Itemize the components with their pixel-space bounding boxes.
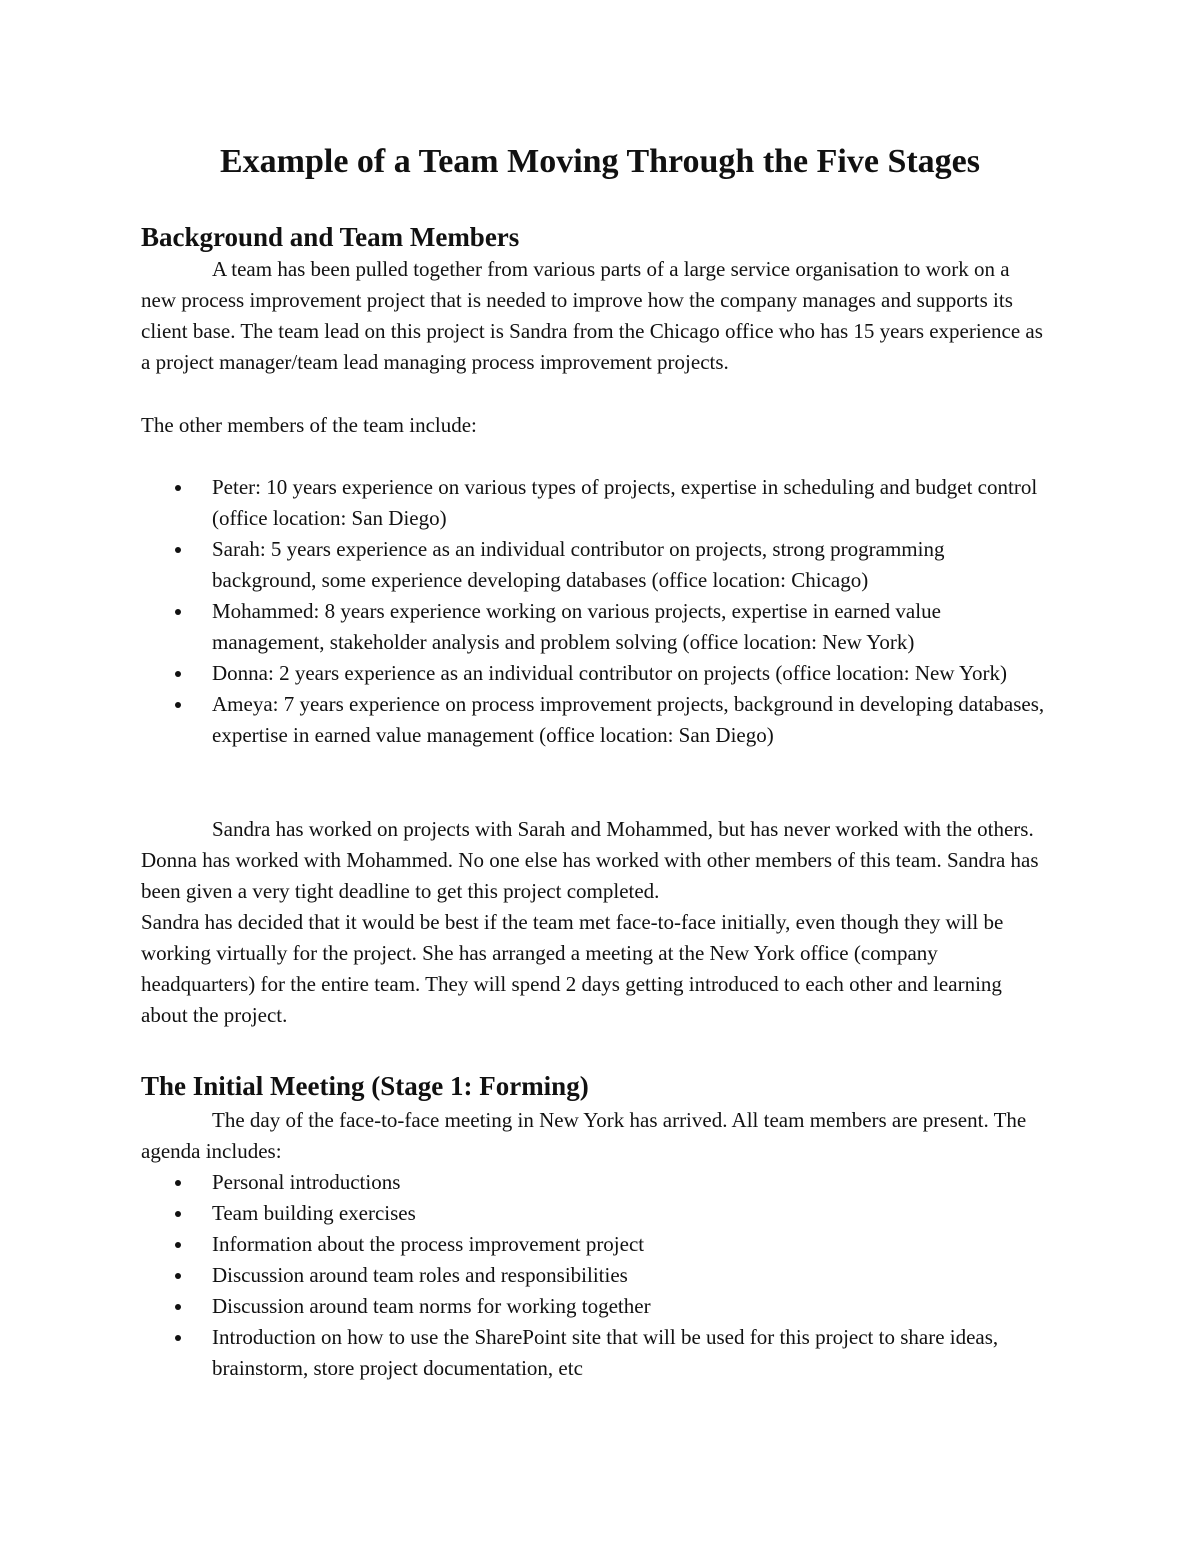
team-members-list <box>141 472 1046 751</box>
agenda-item: Discussion around team roles and responsibilities <box>212 1263 628 1287</box>
relationships-paragraph-text: Sandra has worked on projects with Sarah and Mohammed, but has never worked with the others. Donna has worked with Mohammed. No one else has worked with other members of this team. Sandra has been given a very tight deadline to get this project completed. <box>141 817 1039 903</box>
bullet-icon <box>175 1211 181 1217</box>
member-donna: Donna: 2 years experience as an individual contributor on projects (office location: New York) <box>212 661 1008 685</box>
list-item <box>141 1322 1046 1384</box>
list-item <box>141 1260 1046 1291</box>
list-item <box>141 1167 1046 1198</box>
bullet-icon <box>175 702 181 708</box>
list-item <box>141 596 1046 658</box>
bullet-icon <box>175 609 181 615</box>
bullet-icon <box>175 485 181 491</box>
members-intro: The other members of the team include: <box>141 413 477 437</box>
section-heading-initial-meeting: The Initial Meeting (Stage 1: Forming) <box>141 1071 589 1101</box>
agenda-item: Personal introductions <box>212 1170 401 1194</box>
list-item <box>141 1291 1046 1322</box>
section-heading-background: Background and Team Members <box>141 222 520 252</box>
list-item <box>141 534 1046 596</box>
list-item <box>141 472 1046 534</box>
agenda-item: Information about the process improvement project <box>212 1232 645 1256</box>
bullet-icon <box>175 1335 181 1341</box>
member-ameya: Ameya: 7 years experience on process improvement projects, background in developing databases, expertise in earned value management (office location: San Diego) <box>212 692 1045 747</box>
agenda-list <box>141 1167 1046 1384</box>
agenda-item: Introduction on how to use the SharePoint site that will be used for this project to share ideas, brainstorm, store project documentation, etc <box>212 1325 999 1380</box>
member-mohammed: Mohammed: 8 years experience working on various projects, expertise in earned value management, stakeholder analysis and problem solving (office location: New York) <box>212 599 941 654</box>
member-sarah: Sarah: 5 years experience as an individual contributor on projects, strong programming background, some experience developing databases (office location: Chicago) <box>212 537 945 592</box>
page-title: Example of a Team Moving Through the Five Stages <box>219 143 981 180</box>
relationships-paragraph <box>141 814 1046 907</box>
agenda-item: Team building exercises <box>212 1201 416 1225</box>
bullet-icon <box>175 671 181 677</box>
background-paragraph-text: A team has been pulled together from various parts of a large service organisation to work on a new process improvement project that is needed to improve how the company manages and supports its client base. The team lead on this project is Sandra from the Chicago office who has 15 years experience as a project manager/team lead managing process improvement projects. <box>141 257 1043 374</box>
list-item <box>141 689 1046 751</box>
initial-meeting-paragraph <box>141 1105 1046 1167</box>
list-item <box>141 1198 1046 1229</box>
list-item <box>141 658 1046 689</box>
bullet-icon <box>175 1304 181 1310</box>
list-item <box>141 1229 1046 1260</box>
initial-meeting-paragraph-text: The day of the face-to-face meeting in New York has arrived. All team members are present. The agenda includes: <box>141 1108 1027 1163</box>
bullet-icon <box>175 1180 181 1186</box>
member-peter: Peter: 10 years experience on various types of projects, expertise in scheduling and budget control (office location: San Diego) <box>212 475 1038 530</box>
bullet-icon <box>175 547 181 553</box>
bullet-icon <box>175 1242 181 1248</box>
bullet-icon <box>175 1273 181 1279</box>
background-paragraph <box>141 254 1046 378</box>
agenda-item: Discussion around team norms for working together <box>212 1294 651 1318</box>
meeting-plan-paragraph: Sandra has decided that it would be best if the team met face-to-face initially, even though they will be working virtually for the project. She has arranged a meeting at the New York office (company headquarters) for the entire team. They will spend 2 days getting introduced to each other and learning about the project. <box>141 910 1004 1027</box>
